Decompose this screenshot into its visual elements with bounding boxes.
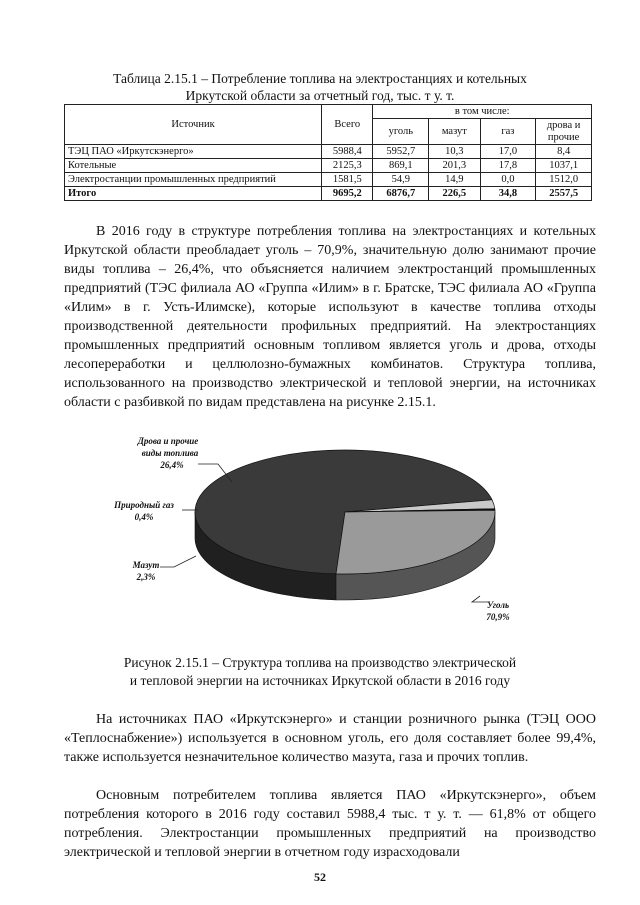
header-fuel-oil: мазут [429,119,480,145]
header-source: Источник [65,105,322,145]
figure-caption-line2: и тепловой энергии на источниках Иркутской области в 2016 году [129,673,511,688]
cell-total: 9695,2 [322,187,373,201]
pie-slices [195,450,495,600]
paragraph-2: На источниках ПАО «Иркутскэнерго» и станции розничного рынка (ТЭЦ ООО «Теплоснабжение») используется в основном уголь, его доля составляет более 99,4%, также используется незначительное количество мазута, газа и прочих топлив. [64,712,596,765]
cell-gas: 34,8 [480,187,536,201]
cell-source: Электростанции промышленных предприятий [65,173,322,187]
leader-line-coal [472,596,488,602]
cell-wood: 2557,5 [536,187,592,201]
cell-gas: 0,0 [480,173,536,187]
leader-line-fuel-oil [160,556,196,567]
cell-total: 2125,3 [322,159,373,173]
cell-source: Котельные [65,159,322,173]
pie-label-gas-line1: Природный газ [114,500,174,510]
header-wood: дрова и прочие [536,119,592,145]
table-row [65,173,592,187]
figure-caption-line1: Рисунок 2.15.1 – Структура топлива на производство электрической [123,655,517,670]
cell-fuel-oil: 10,3 [429,145,480,159]
header-gas: газ [480,119,536,145]
cell-coal: 6876,7 [373,187,429,201]
cell-source: ТЭЦ ПАО «Иркутскэнерго» [65,145,322,159]
table-total-row [65,187,592,201]
paragraph-3: Основным потребителем топлива является ПАО «Иркутскэнерго», объем потребления которого в 2016 году составил 5988,4 тыс. т у. т. — 61,8% от общего потребления. Электростанции промышленных предприятий на производство электрической и тепловой энергии в отчетном году израсходовали [64,788,596,860]
pie-label-wood-value: 26,4% [160,460,184,470]
page-number: 52 [314,870,326,884]
fuel-consumption-table [64,104,592,201]
cell-fuel-oil: 226,5 [429,187,480,201]
pie-label-wood-line1: Дрова и прочие [137,436,199,446]
cell-gas: 17,8 [480,159,536,173]
cell-wood: 1037,1 [536,159,592,173]
cell-coal: 5952,7 [373,145,429,159]
header-coal: уголь [373,119,429,145]
header-total: Всего [322,105,373,145]
table-caption-line1: Таблица 2.15.1 – Потребление топлива на электростанциях и котельных [113,71,527,86]
cell-fuel-oil: 14,9 [429,173,480,187]
pie-label-coal-line1: Уголь [486,600,510,610]
table-caption-line2: Иркутской области за отчетный год, тыс. т у. т. [185,88,455,103]
paragraph-1: В 2016 году в структуре потребления топлива на электростанциях и котельных Иркутской области преобладает уголь – 70,9%, значительную долю занимают прочие виды топлива – 26,4%, что объясняется наличием электростанций промышленных предприятий (ТЭС филиала АО «Группа «Илим» в г. Братске, ТЭС филиала АО «Группа «Илим» в г. Усть-Илимске), которые используют в качестве топлива отходы производственной деятельности профильных предприятий. На электростанциях промышленных предприятий основным топливом является уголь и дрова, отходы лесопереработки и целлюлозно-бумажных комбинатов. Структура топлива, использованного на производство электрической и тепловой энергии, на источниках области с разбивкой по видам представлена на рисунке 2.15.1. [64,224,596,410]
cell-fuel-oil: 201,3 [429,159,480,173]
table-row [65,145,592,159]
cell-total: 5988,4 [322,145,373,159]
pie-label-coal-value: 70,9% [486,612,510,622]
table-row [65,159,592,173]
pie-label-wood-line2: виды топлива [141,448,199,458]
cell-coal: 869,1 [373,159,429,173]
cell-gas: 17,0 [480,145,536,159]
cell-wood: 8,4 [536,145,592,159]
pie-label-fuel-oil-value: 2,3% [136,572,156,582]
pie-label-gas-value: 0,4% [134,512,154,522]
fuel-structure-pie-chart [100,430,560,630]
cell-source: Итого [65,187,322,201]
pie-label-fuel-oil-line1: Мазут [132,560,160,570]
cell-coal: 54,9 [373,173,429,187]
cell-total: 1581,5 [322,173,373,187]
header-incl: в том числе: [373,105,592,119]
table-caption [0,70,640,104]
cell-wood: 1512,0 [536,173,592,187]
figure-caption [0,654,640,690]
